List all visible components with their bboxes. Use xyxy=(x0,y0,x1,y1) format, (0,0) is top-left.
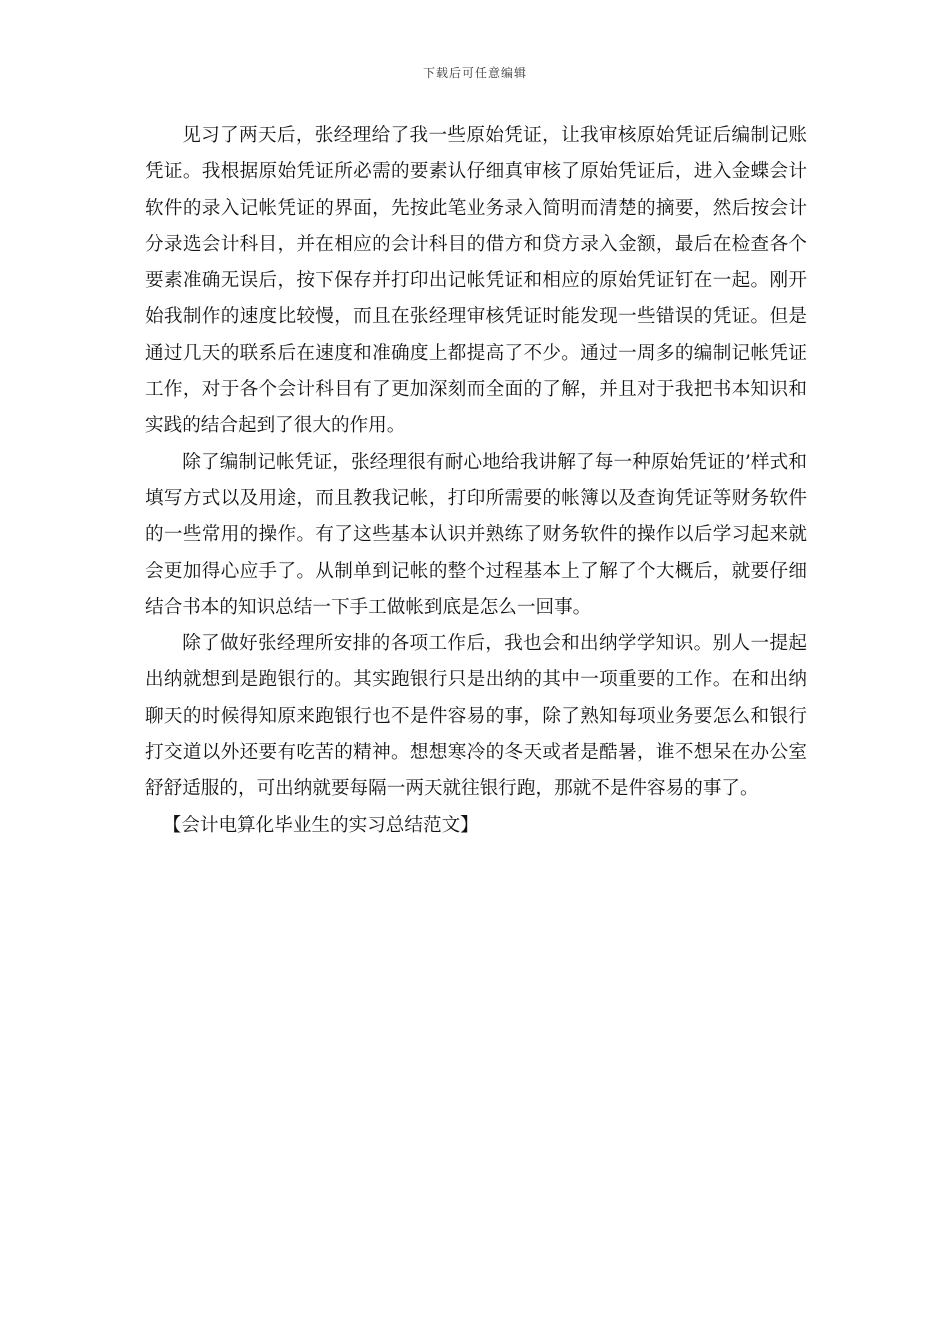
paragraph-1: 见习了两天后，张经理给了我一些原始凭证，让我审核原始凭证后编制记账凭证。我根据原始凭证所必需的要素认仔细真审核了原始凭证后，进入金蝶会计软件的录入记帐凭证的界面，先按此笔业务录入简明而清楚的摘要，然后按会计分录选会计科目，并在相应的会计科目的借方和贷方录入金额，最后在检查各个要素准确无误后，按下保存并打印出记帐凭证和相应的原始凭证钉在一起。刚开始我制作的速度比较慢，而且在张经理审核凭证时能发现一些错误的凭证。但是通过几天的联系后在速度和准确度上都提高了不少。通过一周多的编制记帐凭证工作，对于各个会计科目有了更加深刻而全面的了解，并且对于我把书本知识和实践的结合起到了很大的作用。 xyxy=(145,125,807,437)
paragraph-2: 除了编制记帐凭证，张经理很有耐心地给我讲解了每一种原始凭证的’样式和填写方式以及用途，而且教我记帐，打印所需要的帐簿以及查询凭证等财务软件的一些常用的操作。有了这些基本认识并熟练了财务软件的操作以后学习起来就会更加得心应手了。从制单到记帐的整个过程基本上了解了个大概后，就要仔细结合书本的知识总结一下手工做帐到底是怎么一回事。 xyxy=(145,451,807,618)
paragraph-3: 除了做好张经理所安排的各项工作后，我也会和出纳学学知识。别人一提起出纳就想到是跑银行的。其实跑银行只是出纳的其中一项重要的工作。在和出纳聊天的时候得知原来跑银行也不是件容易的事，除了熟知每项业务要怎么和银行打交道以外还要有吃苦的精神。想想寒冷的冬天或者是酷暑，谁不想呆在办公室舒舒适服的，可出纳就要每隔一两天就往银行跑，那就不是件容易的事了。 xyxy=(145,633,807,800)
header-note: 下载后可任意编辑 xyxy=(422,66,527,80)
document-body xyxy=(145,118,807,844)
closing-title: 【会计电算化毕业生的实习总结范文】 xyxy=(162,814,479,836)
